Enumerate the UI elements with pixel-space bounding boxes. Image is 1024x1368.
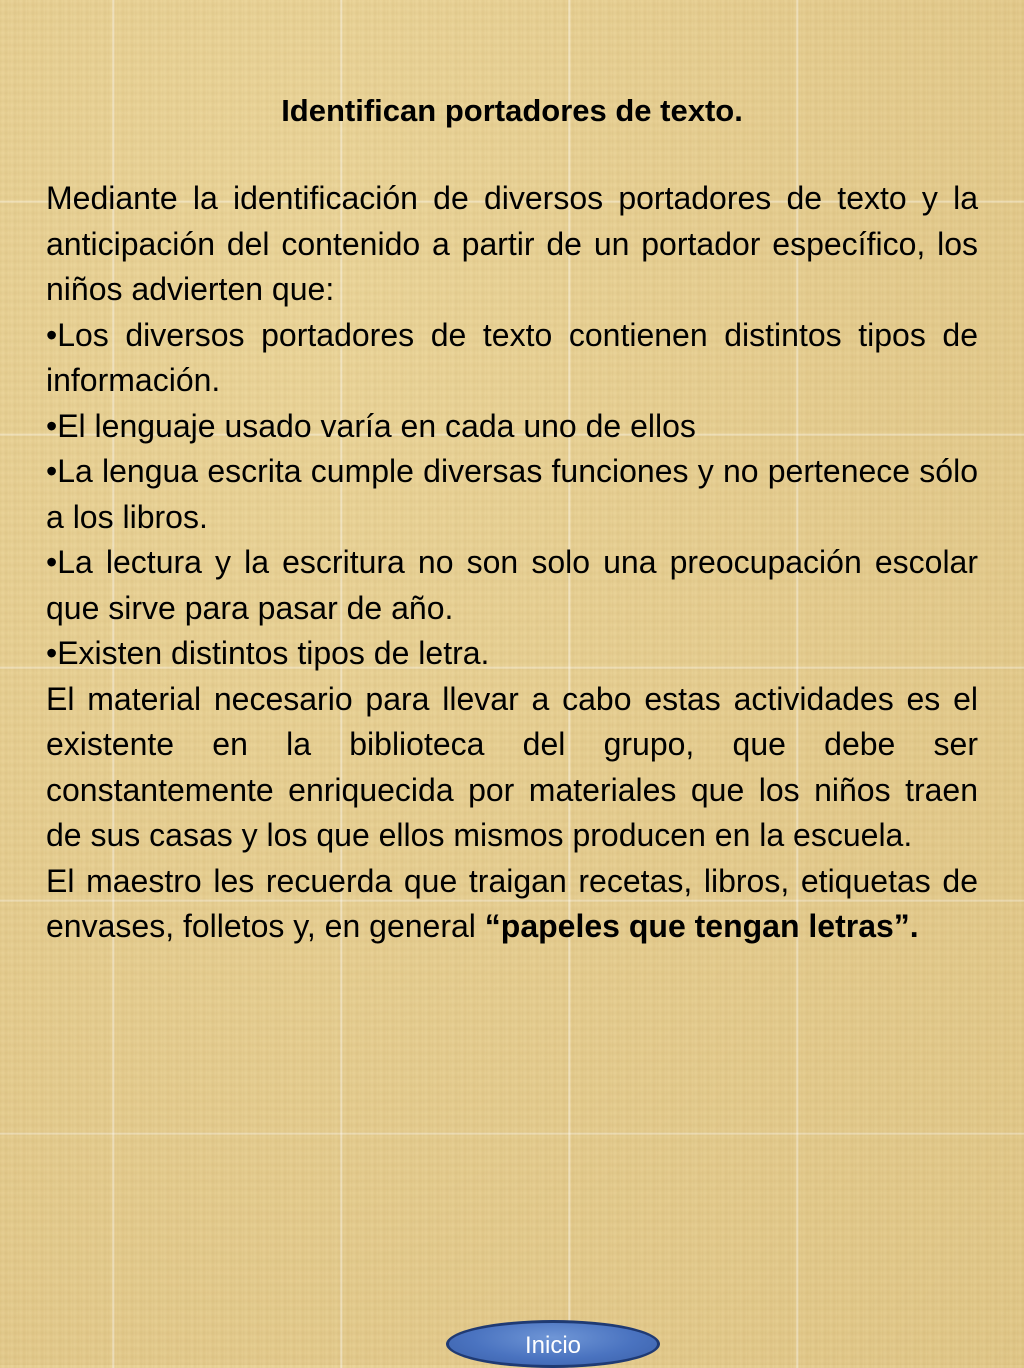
bullet-item: •Existen distintos tipos de letra. bbox=[46, 635, 490, 671]
bullet-item: •Los diversos portadores de texto contienen distintos tipos de información. bbox=[46, 316, 978, 398]
bullet-item: •La lectura y la escritura no son solo una preocupación escolar que sirve para pasar de año. bbox=[46, 544, 978, 626]
slide-content bbox=[46, 88, 978, 950]
material-paragraph: El material necesario para llevar a cabo estas actividades es el existente en la biblioteca del grupo, que debe ser constantemente enriquecida por materiales que los niños traen de sus casas y los que ellos mismos producen en la escuela. bbox=[46, 680, 978, 853]
bullet-item: •El lenguaje usado varía en cada uno de ellos bbox=[46, 407, 696, 444]
intro-paragraph: Mediante la identificación de diversos portadores de texto y la anticipación del contenido a partir de un portador específico, los niños advierten que: bbox=[46, 180, 978, 307]
teacher-paragraph bbox=[46, 859, 978, 950]
teacher-paragraph-text: El maestro les recuerda que traigan recetas, libros, etiquetas de envases, folletos y, en general bbox=[46, 862, 978, 944]
teacher-paragraph-emphasis: “papeles que tengan letras”. bbox=[484, 908, 919, 944]
home-button-label: Inicio bbox=[524, 1332, 582, 1359]
bullet-item: •La lengua escrita cumple diversas funciones y no pertenece sólo a los libros. bbox=[46, 453, 978, 535]
page-title: Identifican portadores de texto. bbox=[281, 93, 743, 128]
body-text bbox=[46, 176, 978, 950]
home-button[interactable] bbox=[446, 1320, 660, 1368]
